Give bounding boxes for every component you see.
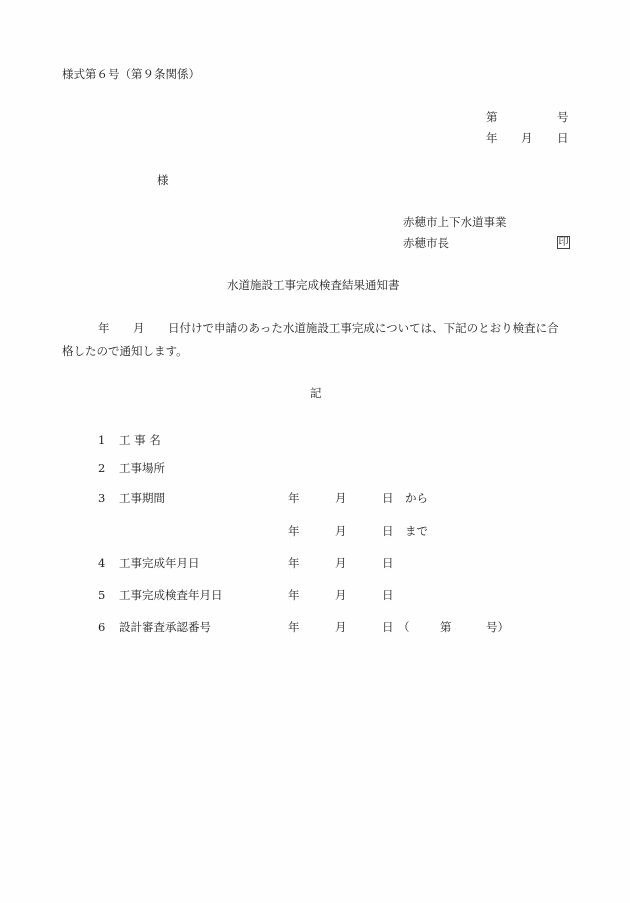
inspection-month: 月	[335, 588, 347, 602]
body-year: 年	[98, 321, 110, 335]
doc-date-month: 月	[521, 131, 533, 145]
item-number: 1	[98, 433, 106, 447]
item-number: 3	[98, 491, 106, 505]
seal-mark: 印	[558, 237, 569, 248]
approval-month: 月	[335, 620, 347, 634]
document-title: 水道施設工事完成検査結果通知書	[227, 278, 400, 292]
doc-date-day: 日	[557, 131, 569, 145]
item-label-construction-site: 工事場所	[119, 461, 165, 475]
item-label-inspection-date: 工事完成検査年月日	[119, 588, 223, 602]
ki-heading: 記	[310, 386, 322, 400]
item-label-construction-name: 工 事 名	[119, 433, 161, 447]
inspection-day: 日	[382, 588, 394, 602]
completion-day: 日	[382, 556, 394, 570]
item-label-design-approval-number: 設計審査承認番号	[119, 620, 211, 634]
doc-number-dai: 第	[486, 110, 498, 124]
body-line2: 格したので通知します。	[62, 344, 188, 358]
item-number: 2	[98, 461, 106, 475]
period-start-year: 年	[288, 491, 300, 505]
inspection-year: 年	[288, 588, 300, 602]
recipient-honorific: 様	[157, 173, 169, 187]
period-end-suffix: まで	[405, 524, 428, 538]
body-line1: 日付けで申請のあった水道施設工事完成については、下記のとおり検査に合	[168, 321, 559, 335]
body-month: 月	[133, 321, 145, 335]
period-start-month: 月	[335, 491, 347, 505]
approval-year: 年	[288, 620, 300, 634]
item-label-construction-period: 工事期間	[119, 491, 165, 505]
completion-month: 月	[335, 556, 347, 570]
doc-number-go: 号	[557, 110, 569, 124]
period-start-day: 日	[382, 491, 394, 505]
form-label: 様式第６号（第９条関係）	[62, 67, 200, 81]
period-end-month: 月	[335, 524, 347, 538]
completion-year: 年	[288, 556, 300, 570]
item-label-completion-date: 工事完成年月日	[119, 556, 200, 570]
item-number: 4	[98, 556, 106, 570]
item-number: 6	[98, 620, 106, 634]
approval-go: 号）	[486, 620, 509, 634]
period-start-suffix: から	[405, 491, 428, 505]
approval-day: 日	[382, 620, 394, 634]
doc-date-year: 年	[486, 131, 498, 145]
item-number: 5	[98, 588, 106, 602]
period-end-year: 年	[288, 524, 300, 538]
approval-paren-open: （	[398, 620, 410, 634]
approval-dai: 第	[440, 620, 452, 634]
sender-title: 赤穂市長	[403, 236, 449, 250]
period-end-day: 日	[382, 524, 394, 538]
sender-org: 赤穂市上下水道事業	[403, 215, 507, 229]
